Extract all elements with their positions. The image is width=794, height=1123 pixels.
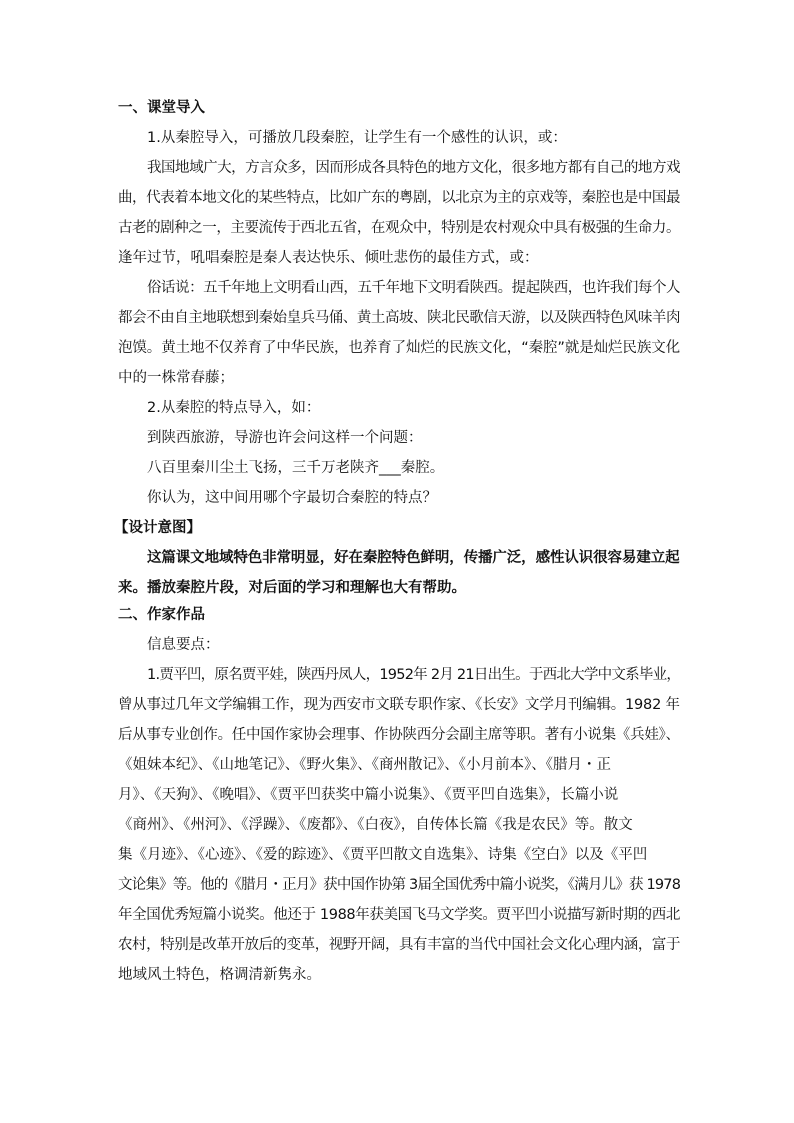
paragraph-tour-question <box>118 423 680 453</box>
section-heading-author-works: 二、作家作品 <box>118 607 205 623</box>
text-line: 信息要点： <box>147 637 220 653</box>
text-line: 中的一株常春藤； <box>118 370 234 386</box>
document-page <box>114 96 681 990</box>
text-line: 集《月迹》、《心迹》、《爱的踪迹》、《贾平凹散文自选集》、诗集《空白》以及《平凹 <box>118 847 648 863</box>
text-line: 曲，代表着本地文化的某些特点，比如广东的粤剧，以北京为主的京戏等，秦腔也是中国最 <box>118 190 680 206</box>
text-line: 地域风土特色，格调清新隽永。 <box>118 967 321 983</box>
paragraph-region-culture <box>118 153 680 273</box>
text-line: 农村，特别是改革开放后的变革，视野开阔，具有丰富的当代中国社会文化心理内涵，富于 <box>118 937 680 953</box>
text-line: 我国地域广大，方言众多，因而形成各具特色的地方文化，很多地方都有自己的地方戏 <box>147 160 680 176</box>
text-line: 这篇课文地域特色非常明显，好在秦腔特色鲜明，传播广泛，感性认识很容易建立起 <box>147 550 680 566</box>
text-line: 年全国优秀短篇小说奖。他还于 1988年获美国飞马文学奖。贾平凹小说描写新时期的西北 <box>118 907 681 923</box>
text-line: 泡馍。黄土地不仅养育了中华民族，也养育了灿烂的民族文化，“秦腔”就是灿烂民族文化 <box>118 340 681 356</box>
text-line: 曾从事过几年文学编辑工作，现为西安市文联专职作家、《长安》文学月刊编辑。1982 年 <box>118 697 680 713</box>
text-line: 1.从秦腔导入，可播放几段秦腔，让学生有一个感性的认识，或： <box>147 130 567 146</box>
paragraph-question <box>118 483 680 513</box>
text-line: 《姐妹本纪》、《山地笔记》、《野火集》、《商州散记》、《小月前本》、《腊月・正 <box>118 757 611 773</box>
paragraph-item-2 <box>118 393 680 423</box>
text-line: 后从事专业创作。任中国作家协会理事、作协陕西分会副主席等职。著有小说集《兵娃》、 <box>118 727 680 743</box>
paragraph-info-points <box>118 630 680 660</box>
text-line: 1.贾平凹，原名贾平娃，陕西丹凤人，1952年 2月 21日出生。于西北大学中文系毕业， <box>147 667 681 683</box>
paragraph-shaanxi-saying <box>118 273 680 393</box>
design-intent-heading: 【设计意图】 <box>114 520 201 536</box>
paragraph-item-1 <box>118 123 680 153</box>
text-line: 八百里秦川尘土飞扬，三千万老陕齐___秦腔。 <box>147 460 445 476</box>
text-line: 《商州》、《州河》、《浮躁》、《废都》、《白夜》，自传体长篇《我是农民》等。散文 <box>118 817 633 833</box>
text-line: 月》、《天狗》、《晚唱》、《贾平凹获奖中篇小说集》、《贾平凹自选集》，长篇小说 <box>118 787 619 803</box>
design-intent-paragraph <box>118 543 680 603</box>
text-line: 到陕西旅游，导游也许会问这样一个问题： <box>147 430 423 446</box>
text-line: 古老的剧种之一，主要流传于西北五省，在观众中，特别是农村观众中具有极强的生命力。 <box>118 220 680 236</box>
section-heading-classroom-intro: 一、课堂导入 <box>118 100 205 116</box>
text-line: 俗话说：五千年地上文明看山西，五千年地下文明看陕西。提起陕西，也许我们每个人 <box>147 280 680 296</box>
text-line: 你认为，这中间用哪个字最切合秦腔的特点？ <box>147 490 437 506</box>
paragraph-fill-blank <box>118 453 680 483</box>
text-line: 文论集》等。他的《腊月・正月》获中国作协第 3届全国优秀中篇小说奖，《满月儿》获 1978 <box>118 877 681 893</box>
text-line: 2.从秦腔的特点导入，如： <box>147 400 321 416</box>
text-line: 都会不由自主地联想到秦始皇兵马俑、黄土高坡、陕北民歌信天游，以及陕西特色风味羊肉 <box>118 310 680 326</box>
paragraph-jia-pingwa <box>118 660 680 990</box>
text-line: 逢年过节，吼唱秦腔是秦人表达快乐、倾吐悲伤的最佳方式，或： <box>118 250 539 266</box>
text-line: 来。播放秦腔片段，对后面的学习和理解也大有帮助。 <box>118 580 466 596</box>
